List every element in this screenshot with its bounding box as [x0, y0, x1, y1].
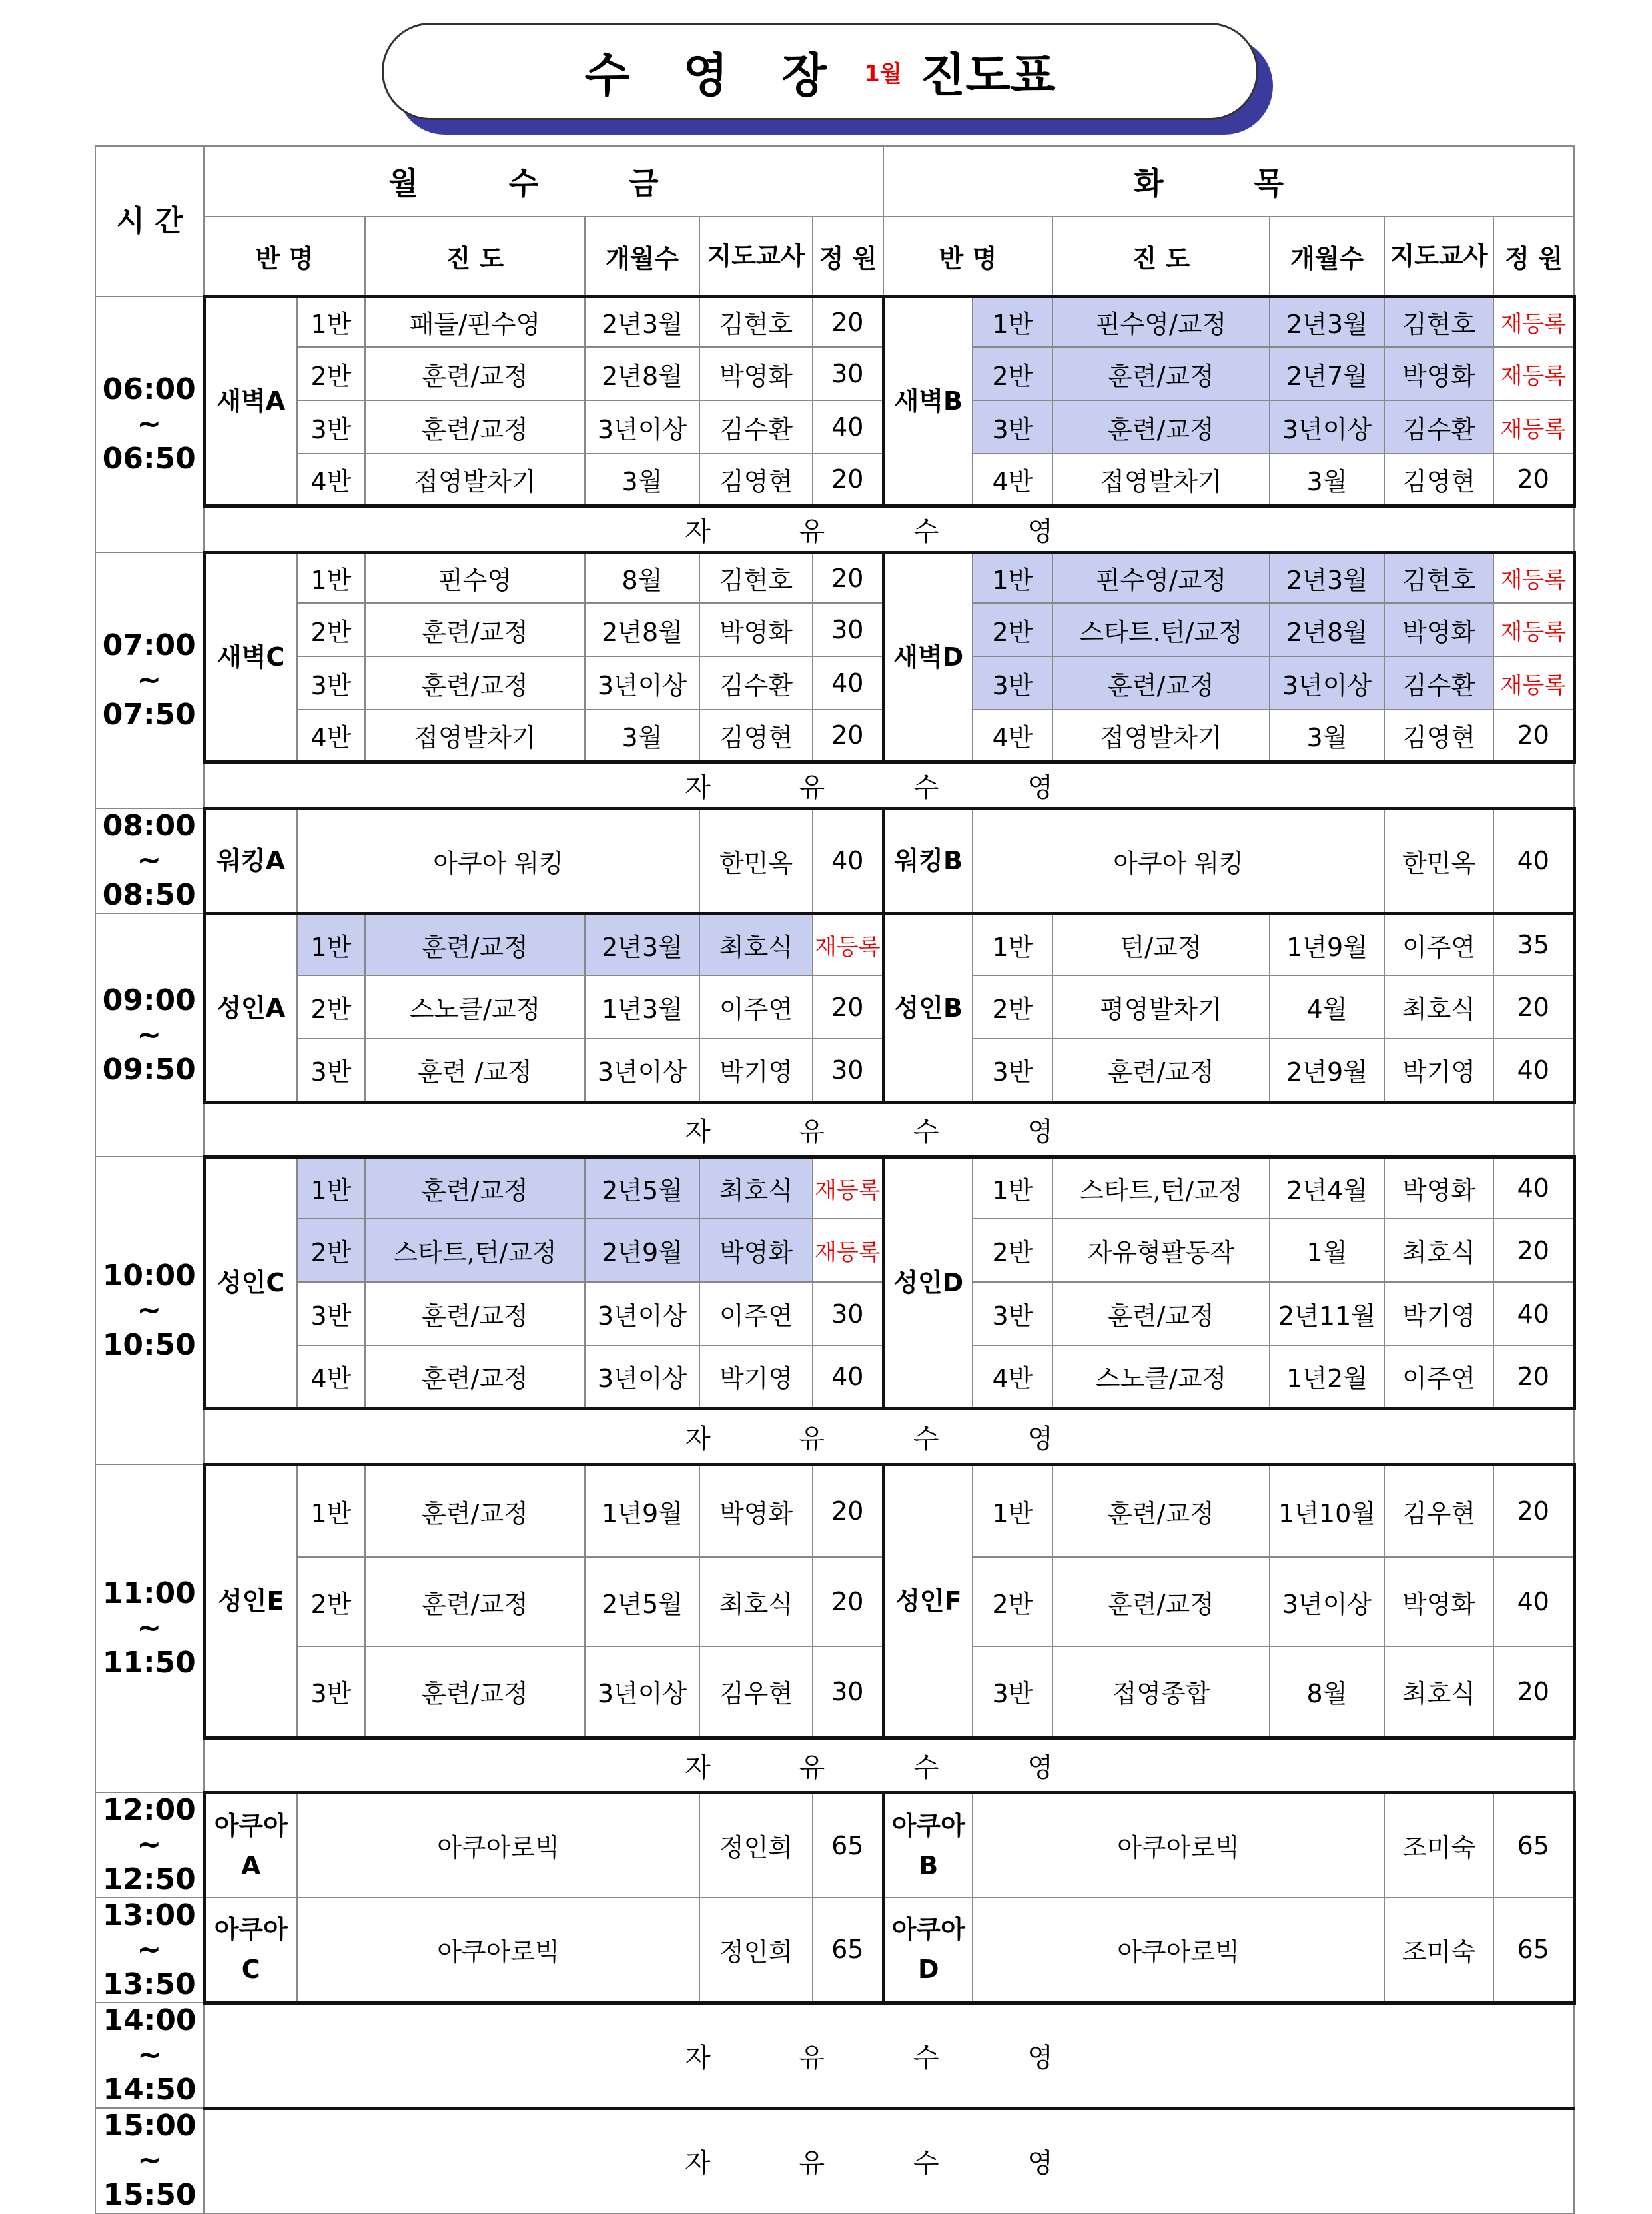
teacher-cell: 박영화 — [699, 1464, 813, 1557]
months-cell: 2년5월 — [585, 1157, 699, 1219]
class-cell: 4반 — [973, 1345, 1052, 1408]
free-swim: 자 유 수 영 — [204, 1738, 1574, 1792]
teacher-cell: 박영화 — [1384, 1157, 1493, 1219]
progress-cell: 핀수영/교정 — [1052, 296, 1270, 347]
months-cell: 1년2월 — [1270, 1345, 1384, 1408]
months-cell: 8월 — [585, 552, 699, 603]
class-cell: 2반 — [973, 975, 1052, 1039]
table-row — [95, 808, 1574, 913]
capacity-cell: 20 — [1493, 710, 1574, 762]
capacity-cell: 30 — [813, 603, 883, 656]
table-row — [95, 347, 1574, 400]
months-cell: 1년3월 — [585, 975, 699, 1039]
months-cell: 2년8월 — [585, 603, 699, 656]
class-cell: 2반 — [297, 1557, 365, 1646]
progress-cell: 스노클/교정 — [1052, 1345, 1270, 1408]
progress-cell: 훈련/교정 — [365, 603, 585, 656]
capacity-cell: 35 — [1493, 913, 1574, 975]
table-row — [95, 656, 1574, 710]
progress-cell: 훈련 /교정 — [365, 1039, 585, 1102]
months-cell: 2년9월 — [585, 1219, 699, 1282]
months-cell: 3년이상 — [1270, 400, 1384, 454]
col-progress: 진 도 — [1052, 217, 1270, 296]
teacher-cell: 최호식 — [1384, 1219, 1493, 1282]
capacity-cell: 재등록 — [813, 1219, 883, 1282]
free-swim-row — [95, 1738, 1574, 1792]
group-name: 아쿠아 D — [883, 1898, 973, 2003]
class-cell: 3반 — [973, 400, 1052, 454]
teacher-cell: 박영화 — [699, 603, 813, 656]
teacher-cell: 김수환 — [699, 400, 813, 454]
time-cell: 13:00 ~ 13:50 — [95, 1898, 204, 2003]
class-cell: 2반 — [973, 1557, 1052, 1646]
class-cell: 1반 — [297, 552, 365, 603]
table-row — [95, 603, 1574, 656]
months-cell: 2년7월 — [1270, 347, 1384, 400]
capacity-cell: 재등록 — [813, 913, 883, 975]
teacher-cell: 박영화 — [699, 1219, 813, 1282]
progress-cell: 아쿠아 워킹 — [297, 808, 699, 913]
table-row — [95, 913, 1574, 975]
teacher-cell: 박기영 — [699, 1039, 813, 1102]
free-swim-row — [95, 1102, 1574, 1157]
capacity-cell: 20 — [1493, 1464, 1574, 1557]
capacity-cell: 20 — [1493, 454, 1574, 506]
months-cell: 3월 — [1270, 710, 1384, 762]
table-row — [95, 1646, 1574, 1738]
months-cell: 2년8월 — [1270, 603, 1384, 656]
progress-cell: 훈련/교정 — [365, 1282, 585, 1345]
capacity-cell: 20 — [813, 1464, 883, 1557]
col-teacher: 지도교사 — [699, 217, 813, 296]
progress-cell: 훈련/교정 — [365, 1646, 585, 1738]
col-months: 개월수 — [1270, 217, 1384, 296]
time-cell: 10:00 ~ 10:50 — [95, 1157, 204, 1464]
months-cell: 3년이상 — [585, 400, 699, 454]
teacher-cell: 최호식 — [699, 913, 813, 975]
title-month: 1월 — [864, 60, 902, 87]
months-cell: 3년이상 — [1270, 656, 1384, 710]
table-row — [95, 2108, 1574, 2213]
capacity-cell: 재등록 — [1493, 656, 1574, 710]
teacher-cell: 박영화 — [1384, 603, 1493, 656]
progress-cell: 스타트,턴/교정 — [365, 1219, 585, 1282]
free-swim-row — [95, 506, 1574, 552]
teacher-cell: 김현호 — [699, 552, 813, 603]
table-row — [95, 1898, 1574, 2003]
col-progress: 진 도 — [365, 217, 585, 296]
capacity-cell: 40 — [1493, 1557, 1574, 1646]
capacity-cell: 40 — [813, 1345, 883, 1408]
class-cell: 2반 — [973, 347, 1052, 400]
time-cell: 08:00 ~ 08:50 — [95, 808, 204, 913]
progress-cell: 훈련/교정 — [365, 656, 585, 710]
teacher-cell: 김영현 — [1384, 710, 1493, 762]
capacity-cell: 65 — [813, 1792, 883, 1898]
class-cell: 3반 — [297, 1039, 365, 1102]
capacity-cell: 30 — [813, 1039, 883, 1102]
table-row — [95, 1219, 1574, 1282]
capacity-cell: 재등록 — [1493, 603, 1574, 656]
class-cell: 2반 — [297, 603, 365, 656]
table-row — [95, 1039, 1574, 1102]
capacity-cell: 40 — [1493, 808, 1574, 913]
capacity-cell: 재등록 — [1493, 552, 1574, 603]
teacher-cell: 박영화 — [1384, 347, 1493, 400]
teacher-cell: 김수환 — [699, 656, 813, 710]
months-cell: 1월 — [1270, 1219, 1384, 1282]
progress-cell: 접영발차기 — [365, 454, 585, 506]
months-cell: 2년5월 — [585, 1557, 699, 1646]
class-cell: 4반 — [973, 454, 1052, 506]
table-row — [95, 1464, 1574, 1557]
months-cell: 8월 — [1270, 1646, 1384, 1738]
header-days-right: 화 목 — [883, 146, 1574, 217]
teacher-cell: 김영현 — [699, 710, 813, 762]
table-row — [95, 710, 1574, 762]
group-name: 워킹A — [204, 808, 297, 913]
title-banner — [382, 23, 1274, 136]
teacher-cell: 박기영 — [699, 1345, 813, 1408]
teacher-cell: 이주연 — [1384, 1345, 1493, 1408]
progress-cell: 훈련/교정 — [365, 1157, 585, 1219]
group-name: 워킹B — [883, 808, 973, 913]
progress-cell: 접영발차기 — [365, 710, 585, 762]
col-teacher: 지도교사 — [1384, 217, 1493, 296]
teacher-cell: 정인희 — [699, 1898, 813, 2003]
months-cell: 3월 — [1270, 454, 1384, 506]
capacity-cell: 65 — [813, 1898, 883, 2003]
progress-cell: 핀수영 — [365, 552, 585, 603]
time-cell: 09:00 ~ 09:50 — [95, 913, 204, 1157]
header-time: 시 간 — [95, 146, 204, 296]
months-cell: 3월 — [585, 710, 699, 762]
months-cell: 3년이상 — [585, 1039, 699, 1102]
class-cell: 2반 — [297, 347, 365, 400]
progress-cell: 아쿠아로빅 — [297, 1898, 699, 2003]
free-swim-row — [95, 762, 1574, 808]
months-cell: 3년이상 — [585, 1282, 699, 1345]
capacity-cell: 20 — [813, 296, 883, 347]
table-row — [95, 2003, 1574, 2108]
header-days-left: 월 수 금 — [204, 146, 883, 217]
col-capacity: 정 원 — [813, 217, 883, 296]
progress-cell: 평영발차기 — [1052, 975, 1270, 1039]
col-months: 개월수 — [585, 217, 699, 296]
months-cell: 2년9월 — [1270, 1039, 1384, 1102]
group-name: 성인A — [204, 913, 297, 1102]
free-swim: 자 유 수 영 — [204, 762, 1574, 808]
progress-cell: 턴/교정 — [1052, 913, 1270, 975]
group-name: 새벽C — [204, 552, 297, 762]
teacher-cell: 김현호 — [1384, 552, 1493, 603]
class-cell: 1반 — [973, 296, 1052, 347]
class-cell: 3반 — [297, 400, 365, 454]
class-cell: 3반 — [973, 1646, 1052, 1738]
capacity-cell: 재등록 — [1493, 296, 1574, 347]
months-cell: 2년3월 — [1270, 552, 1384, 603]
progress-cell: 훈련/교정 — [365, 347, 585, 400]
teacher-cell: 김수환 — [1384, 400, 1493, 454]
teacher-cell: 조미숙 — [1384, 1792, 1493, 1898]
teacher-cell: 한민옥 — [1384, 808, 1493, 913]
title-suffix: 진도표 — [920, 47, 1056, 103]
progress-cell: 자유형팔동작 — [1052, 1219, 1270, 1282]
progress-cell: 훈련/교정 — [1052, 347, 1270, 400]
capacity-cell: 20 — [1493, 1345, 1574, 1408]
months-cell: 3년이상 — [1270, 1557, 1384, 1646]
capacity-cell: 65 — [1493, 1898, 1574, 2003]
group-name: 새벽B — [883, 296, 973, 506]
progress-cell: 훈련/교정 — [365, 913, 585, 975]
table-row — [95, 1157, 1574, 1219]
group-name: 아쿠아 A — [204, 1792, 297, 1898]
free-swim-row — [95, 1408, 1574, 1464]
teacher-cell: 이주연 — [699, 975, 813, 1039]
class-cell: 1반 — [973, 1157, 1052, 1219]
progress-cell: 접영종합 — [1052, 1646, 1270, 1738]
capacity-cell: 20 — [813, 975, 883, 1039]
teacher-cell: 김영현 — [699, 454, 813, 506]
progress-cell: 훈련/교정 — [1052, 1282, 1270, 1345]
progress-cell: 훈련/교정 — [1052, 656, 1270, 710]
capacity-cell: 20 — [813, 710, 883, 762]
progress-cell: 접영발차기 — [1052, 710, 1270, 762]
progress-cell: 훈련/교정 — [1052, 1039, 1270, 1102]
class-cell: 3반 — [973, 656, 1052, 710]
class-cell: 1반 — [297, 913, 365, 975]
table-row — [95, 296, 1574, 347]
table-row — [95, 1557, 1574, 1646]
free-swim: 자 유 수 영 — [204, 2108, 1574, 2213]
teacher-cell: 최호식 — [699, 1557, 813, 1646]
group-name: 성인F — [883, 1464, 973, 1738]
free-swim: 자 유 수 영 — [204, 2003, 1574, 2108]
table-row — [95, 975, 1574, 1039]
group-name: 성인E — [204, 1464, 297, 1738]
months-cell: 1년9월 — [1270, 913, 1384, 975]
capacity-cell: 65 — [1493, 1792, 1574, 1898]
months-cell: 2년8월 — [585, 347, 699, 400]
teacher-cell: 김현호 — [699, 296, 813, 347]
progress-cell: 접영발차기 — [1052, 454, 1270, 506]
class-cell: 2반 — [973, 603, 1052, 656]
group-name: 아쿠아 B — [883, 1792, 973, 1898]
free-swim: 자 유 수 영 — [204, 1102, 1574, 1157]
time-cell: 06:00 ~ 06:50 — [95, 296, 204, 552]
class-cell: 3반 — [297, 1282, 365, 1345]
teacher-cell: 박기영 — [1384, 1039, 1493, 1102]
progress-cell: 아쿠아로빅 — [973, 1898, 1384, 2003]
table-row — [95, 1345, 1574, 1408]
progress-cell: 스타트,턴/교정 — [1052, 1157, 1270, 1219]
teacher-cell: 최호식 — [1384, 1646, 1493, 1738]
months-cell: 3월 — [585, 454, 699, 506]
table-row — [95, 1282, 1574, 1345]
class-cell: 1반 — [973, 552, 1052, 603]
class-cell: 4반 — [297, 454, 365, 506]
class-cell: 4반 — [973, 710, 1052, 762]
class-cell: 1반 — [297, 296, 365, 347]
progress-cell: 스노클/교정 — [365, 975, 585, 1039]
table-row — [95, 400, 1574, 454]
class-cell: 2반 — [973, 1219, 1052, 1282]
capacity-cell: 40 — [813, 400, 883, 454]
schedule-table — [95, 145, 1576, 2214]
capacity-cell: 40 — [813, 656, 883, 710]
progress-cell: 아쿠아로빅 — [297, 1792, 699, 1898]
teacher-cell: 김현호 — [1384, 296, 1493, 347]
progress-cell: 스타트.턴/교정 — [1052, 603, 1270, 656]
table-row — [95, 454, 1574, 506]
teacher-cell: 박영화 — [699, 347, 813, 400]
col-class-name: 반 명 — [204, 217, 365, 296]
capacity-cell: 20 — [813, 454, 883, 506]
table-row — [95, 552, 1574, 603]
class-cell: 1반 — [973, 913, 1052, 975]
class-cell: 2반 — [297, 975, 365, 1039]
months-cell: 3년이상 — [585, 1646, 699, 1738]
capacity-cell: 20 — [813, 1557, 883, 1646]
time-cell: 07:00 ~ 07:50 — [95, 552, 204, 808]
group-name: 아쿠아 C — [204, 1898, 297, 2003]
time-cell: 11:00 ~ 11:50 — [95, 1464, 204, 1792]
capacity-cell: 20 — [1493, 1646, 1574, 1738]
progress-cell: 아쿠아 워킹 — [973, 808, 1384, 913]
months-cell: 2년3월 — [585, 296, 699, 347]
capacity-cell: 40 — [1493, 1157, 1574, 1219]
progress-cell: 훈련/교정 — [1052, 1557, 1270, 1646]
capacity-cell: 30 — [813, 1282, 883, 1345]
capacity-cell: 30 — [813, 347, 883, 400]
progress-cell: 훈련/교정 — [1052, 400, 1270, 454]
class-cell: 3반 — [297, 656, 365, 710]
capacity-cell: 40 — [1493, 1039, 1574, 1102]
progress-cell: 훈련/교정 — [365, 400, 585, 454]
class-cell: 4반 — [297, 1345, 365, 1408]
capacity-cell: 20 — [813, 552, 883, 603]
free-swim: 자 유 수 영 — [204, 1408, 1574, 1464]
months-cell: 1년9월 — [585, 1464, 699, 1557]
progress-cell: 패들/핀수영 — [365, 296, 585, 347]
capacity-cell: 재등록 — [813, 1157, 883, 1219]
time-cell: 14:00 ~ 14:50 — [95, 2003, 204, 2108]
teacher-cell: 최호식 — [1384, 975, 1493, 1039]
class-cell: 1반 — [297, 1464, 365, 1557]
group-name: 성인C — [204, 1157, 297, 1408]
progress-cell: 아쿠아로빅 — [973, 1792, 1384, 1898]
class-cell: 3반 — [973, 1282, 1052, 1345]
teacher-cell: 정인희 — [699, 1792, 813, 1898]
class-cell: 1반 — [297, 1157, 365, 1219]
class-cell: 4반 — [297, 710, 365, 762]
table-row — [95, 1792, 1574, 1898]
months-cell: 3년이상 — [585, 656, 699, 710]
capacity-cell: 40 — [813, 808, 883, 913]
months-cell: 2년3월 — [1270, 296, 1384, 347]
teacher-cell: 박영화 — [1384, 1557, 1493, 1646]
months-cell: 2년3월 — [585, 913, 699, 975]
time-cell: 12:00 ~ 12:50 — [95, 1792, 204, 1898]
progress-cell: 훈련/교정 — [365, 1557, 585, 1646]
teacher-cell: 김우현 — [699, 1646, 813, 1738]
capacity-cell: 40 — [1493, 1282, 1574, 1345]
progress-cell: 핀수영/교정 — [1052, 552, 1270, 603]
col-class-name: 반 명 — [883, 217, 1052, 296]
teacher-cell: 최호식 — [699, 1157, 813, 1219]
class-cell: 1반 — [973, 1464, 1052, 1557]
page-title — [382, 23, 1258, 120]
group-name: 성인D — [883, 1157, 973, 1408]
col-capacity: 정 원 — [1493, 217, 1574, 296]
progress-cell: 훈련/교정 — [365, 1464, 585, 1557]
capacity-cell: 재등록 — [1493, 347, 1574, 400]
teacher-cell: 이주연 — [1384, 913, 1493, 975]
months-cell: 1년10월 — [1270, 1464, 1384, 1557]
progress-cell: 훈련/교정 — [365, 1345, 585, 1408]
capacity-cell: 20 — [1493, 1219, 1574, 1282]
title-prefix: 수 영 장 — [584, 47, 846, 103]
teacher-cell: 박기영 — [1384, 1282, 1493, 1345]
teacher-cell: 김우현 — [1384, 1464, 1493, 1557]
teacher-cell: 이주연 — [699, 1282, 813, 1345]
class-cell: 3반 — [973, 1039, 1052, 1102]
teacher-cell: 한민옥 — [699, 808, 813, 913]
months-cell: 3년이상 — [585, 1345, 699, 1408]
class-cell: 3반 — [297, 1646, 365, 1738]
months-cell: 2년11월 — [1270, 1282, 1384, 1345]
class-cell: 2반 — [297, 1219, 365, 1282]
months-cell: 4월 — [1270, 975, 1384, 1039]
progress-cell: 훈련/교정 — [1052, 1464, 1270, 1557]
teacher-cell: 김수환 — [1384, 656, 1493, 710]
capacity-cell: 재등록 — [1493, 400, 1574, 454]
teacher-cell: 조미숙 — [1384, 1898, 1493, 2003]
group-name: 새벽A — [204, 296, 297, 506]
capacity-cell: 30 — [813, 1646, 883, 1738]
teacher-cell: 김영현 — [1384, 454, 1493, 506]
time-cell: 15:00 ~ 15:50 — [95, 2108, 204, 2213]
group-name: 성인B — [883, 913, 973, 1102]
months-cell: 2년4월 — [1270, 1157, 1384, 1219]
capacity-cell: 20 — [1493, 975, 1574, 1039]
group-name: 새벽D — [883, 552, 973, 762]
free-swim: 자 유 수 영 — [204, 506, 1574, 552]
